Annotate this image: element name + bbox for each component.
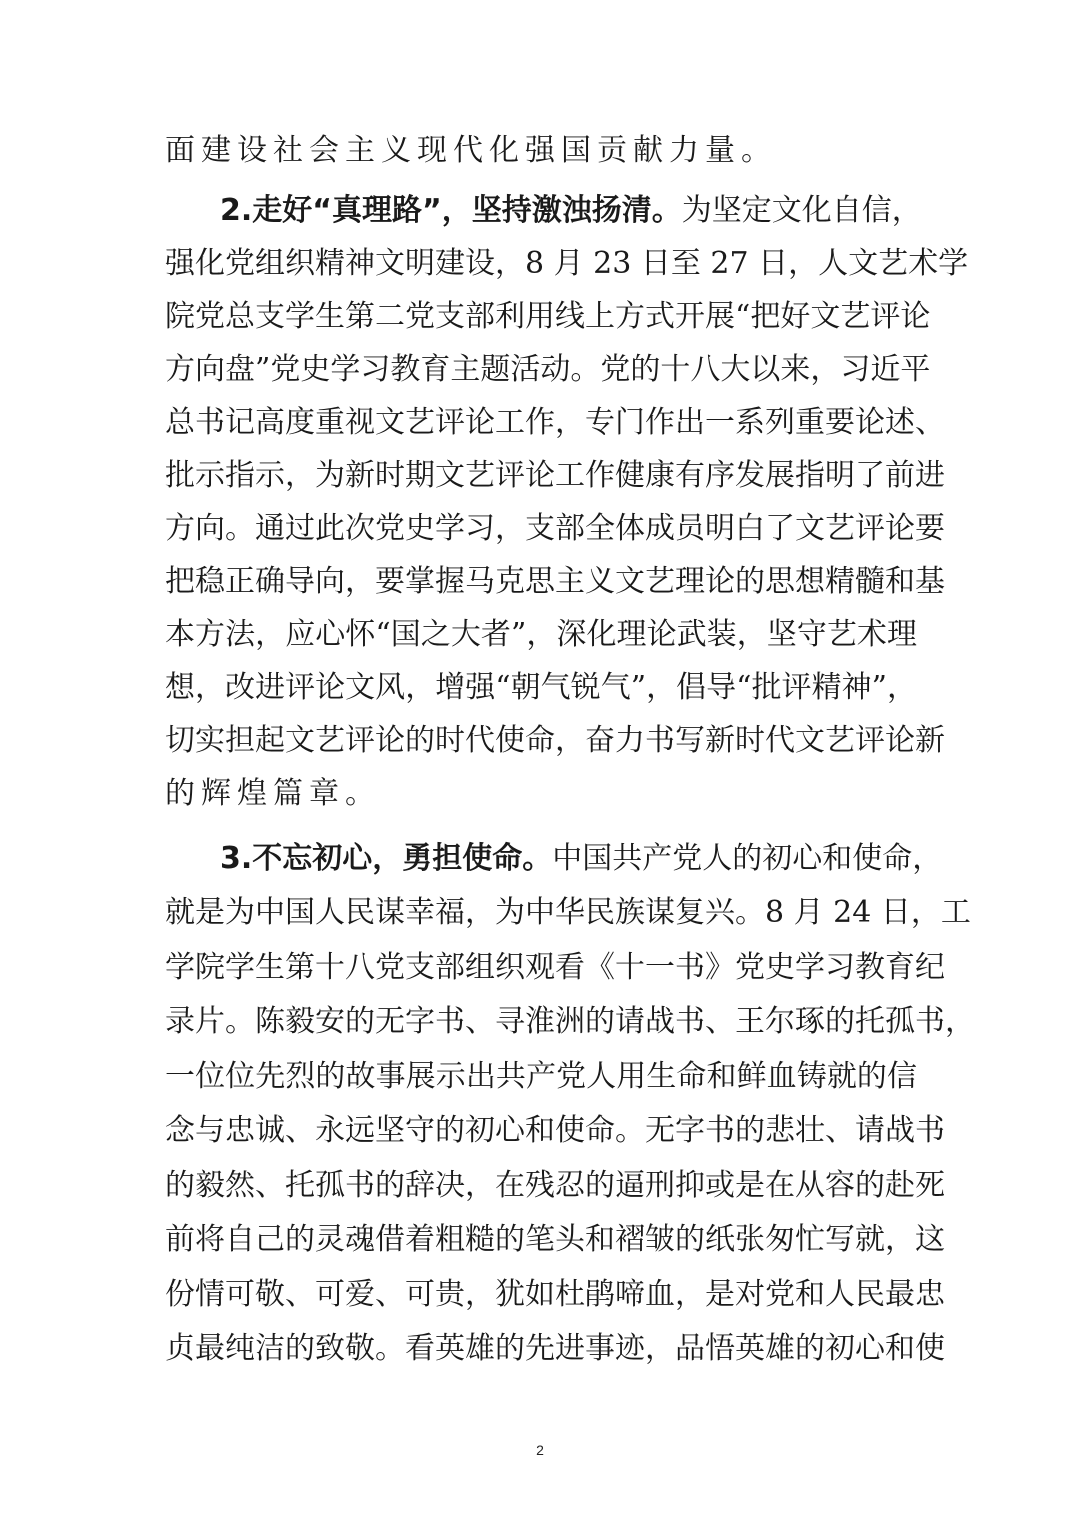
- paragraph-text: 中国共产党人的初心和使命，: [552, 841, 943, 876]
- paragraph-line: 前将自己的灵魂借着粗糙的笔头和褶皱的纸张匆忙写就，这: [165, 1222, 945, 1257]
- paragraph-line: 本方法，应心怀“国之大者”，深化理论武装，坚守艺术理: [165, 617, 917, 652]
- paragraph-first-line: [220, 184, 922, 238]
- paragraph-line: 面建设社会主义现代化强国贡献力量。: [165, 133, 777, 168]
- paragraph-line: 录片。陈毅安的无字书、寻淮洲的请战书、王尔琢的托孤书，: [165, 1004, 975, 1039]
- paragraph-line: 念与忠诚、永远坚守的初心和使命。无字书的悲壮、请战书: [165, 1113, 945, 1148]
- paragraph-text: 为坚定文化自信，: [681, 193, 922, 228]
- paragraph-first-line: [220, 832, 943, 886]
- paragraph-line: 院党总支学生第二党支部利用线上方式开展“把好文艺评论: [165, 299, 931, 334]
- paragraph-line: 切实担起文艺评论的时代使命，奋力书写新时代文艺评论新: [165, 723, 945, 758]
- paragraph-line: 把稳正确导向，要掌握马克思主义文艺理论的思想精髓和基: [165, 564, 945, 599]
- paragraph-line: 强化党组织精神文明建设，8 月 23 日至 27 日，人文艺术学: [165, 246, 969, 281]
- paragraph-line: 批示指示，为新时期文艺评论工作健康有序发展指明了前进: [165, 458, 945, 493]
- paragraph-line: 想，改进评论文风，增强“朝气锐气”，倡导“批评精神”，: [165, 670, 917, 705]
- paragraph-line: 份情可敬、可爱、可贵，犹如杜鹃啼血，是对党和人民最忠: [165, 1277, 945, 1312]
- paragraph-line: 方向盘”党史学习教育主题活动。党的十八大以来，习近平: [165, 352, 931, 387]
- paragraph-line: 一位位先烈的故事展示出共产党人用生命和鲜血铸就的信: [165, 1059, 917, 1094]
- paragraph-line: 总书记高度重视文艺评论工作，专门作出一系列重要论述、: [165, 405, 945, 440]
- paragraph-line: 的毅然、托孤书的辞决，在残忍的逼刑抑或是在从容的赴死: [165, 1168, 945, 1203]
- page-number: 2: [536, 1442, 544, 1458]
- paragraph-line: 贞最纯洁的致敬。看英雄的先进事迹，品悟英雄的初心和使: [165, 1331, 945, 1366]
- paragraph-line: 的辉煌篇章。: [165, 776, 381, 811]
- paragraph-line: 方向。通过此次党史学习，支部全体成员明白了文艺评论要: [165, 511, 945, 546]
- section-heading: 3.不忘初心，勇担使命。: [220, 841, 553, 876]
- paragraph-line: 学院学生第十八党支部组织观看《十一书》党史学习教育纪: [165, 950, 945, 985]
- section-heading: 2.走好“真理路”，坚持激浊扬清。: [220, 193, 682, 228]
- paragraph-line: 就是为中国人民谋幸福，为中华民族谋复兴。8 月 24 日，工: [165, 895, 971, 930]
